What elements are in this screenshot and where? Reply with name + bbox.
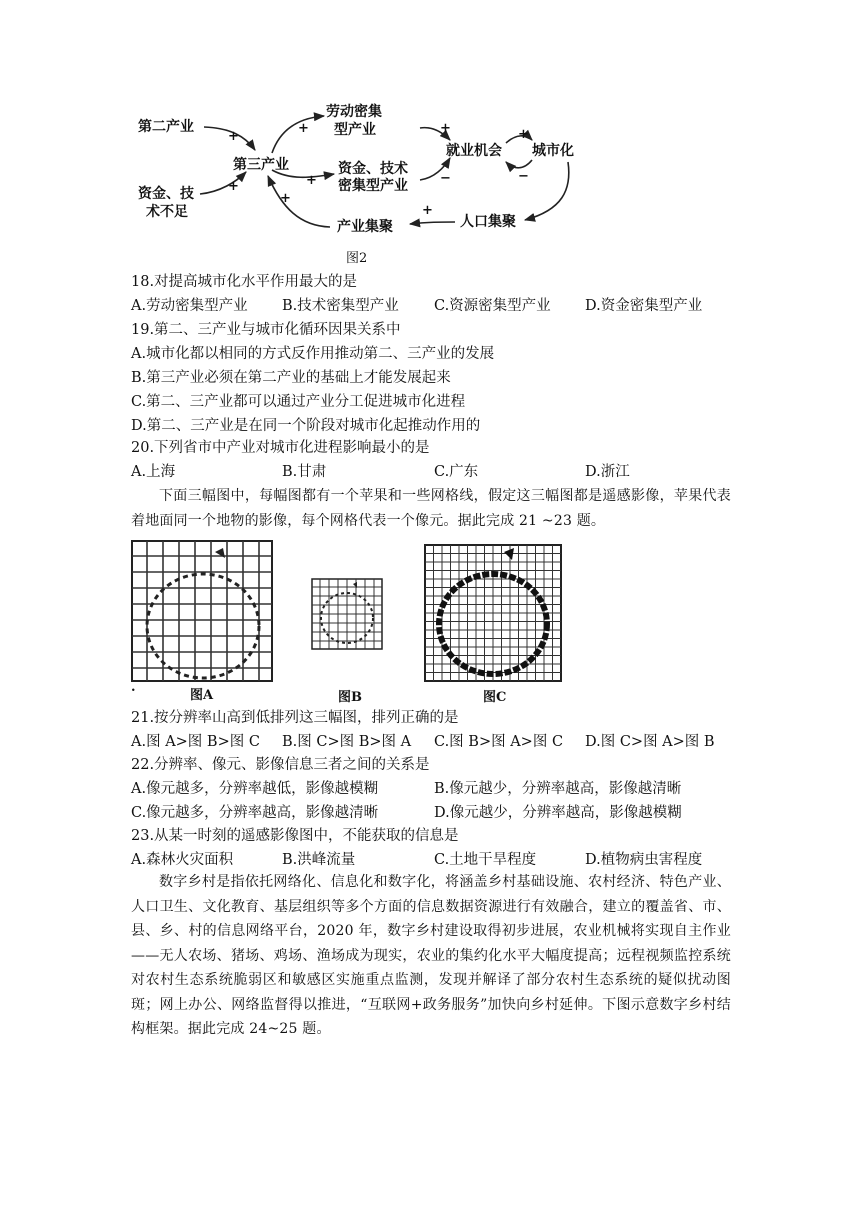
- node-capital-tech-intensive: 资金、技术: [338, 161, 408, 177]
- node-capital-tech-intensive-2: 密集型产业: [338, 178, 408, 194]
- question-19-option-b: B.第三产业必须在第二产业的基础上才能发展起来: [131, 370, 451, 386]
- question-22-option-b: B.像元越少，分辨率越高，影像越清晰: [434, 781, 682, 797]
- question-21-option-d: D.图 C>图 A>图 B: [585, 734, 715, 750]
- node-capital-tech-shortage-2: 术不足: [146, 204, 188, 220]
- node-capital-tech-shortage: 资金、技: [138, 186, 194, 202]
- question-23-option-c: C.土地干旱程度: [434, 852, 537, 868]
- question-22-option-a: A.像元越多，分辨率越低，影像越模糊: [131, 781, 379, 797]
- question-23-option-b: B.洪峰流量: [282, 852, 356, 868]
- figure-a-caption: 图A: [190, 688, 214, 703]
- question-19-option-c: C.第二、三产业都可以通过产业分工促进城市化进程: [131, 394, 466, 410]
- minus-sign: −: [440, 171, 451, 186]
- question-22-option-d: D.像元越少，分辨率越高，影像越模糊: [434, 805, 682, 821]
- node-employment: 就业机会: [446, 143, 502, 159]
- node-secondary-industry: 第二产业: [138, 119, 194, 135]
- node-labor-intensive: 劳动密集: [326, 104, 382, 120]
- question-21-stem: 21.按分辨率山高到低排列这三幅图，排列正确的是: [131, 710, 459, 726]
- figure-c-caption: 图C: [483, 690, 507, 705]
- node-population-cluster: 人口集聚: [460, 214, 516, 230]
- question-22-option-c: C.像元越多，分辨率越高，影像越清晰: [131, 805, 379, 821]
- figure-c-grid: [424, 544, 562, 682]
- question-23-option-d: D.植物病虫害程度: [585, 852, 703, 868]
- question-20-option-c: C.广东: [434, 464, 479, 480]
- plus-sign: +: [422, 203, 433, 218]
- question-19-option-d: D.第二、三产业是在同一个阶段对城市化起推动作用的: [131, 418, 481, 434]
- question-20-option-a: A.上海: [131, 464, 176, 480]
- node-tertiary-industry: 第三产业: [233, 157, 289, 173]
- plus-sign: +: [306, 173, 317, 188]
- figure-a-dot: .: [131, 680, 136, 695]
- minus-sign: −: [518, 169, 529, 184]
- question-18-option-a: A.劳动密集型产业: [131, 298, 248, 314]
- plus-sign: +: [440, 121, 451, 136]
- question-21-option-c: C.图 B>图 A>图 C: [434, 734, 564, 750]
- question-18-option-c: C.资源密集型产业: [434, 298, 551, 314]
- node-urbanization: 城市化: [532, 143, 574, 159]
- passage-digital-village: 数字乡村是指依托网络化、信息化和数字化，将涵盖乡村基础设施、农村经济、特色产业、人口卫生、文化教育、基层组织等多个方面的信息数据资源进行有效融合，建立的覆盖省、市、县、乡、村的信息网络平台，2020 年，数字乡村建设取得初步进展，农业机械将实现自主作业——无人农场、猪场、鸡场、渔场成为现实，农业的集约化水平大幅度提高；远程视频监控系统对农村生态系统脆弱区和敏感区实施重点监测，发现并解译了部分农村生态系统的疑似扰动图斑；网上办公、网络监督得以推进，“互联网+政务服务”加快向乡村延伸。下图示意数字乡村结构框架。据此完成 24~25 题。: [131, 874, 731, 1037]
- question-20-stem: 20.下列省市中产业对城市化进程影响最小的是: [131, 440, 430, 456]
- question-21-option-b: B.图 C>图 B>图 A: [282, 734, 412, 750]
- question-22-stem: 22.分辨率、像元、影像信息三者之间的关系是: [131, 757, 430, 773]
- question-20-option-b: B.甘肃: [282, 464, 327, 480]
- figure-2-caption: 图2: [346, 251, 368, 266]
- question-18-option-b: B.技术密集型产业: [282, 298, 399, 314]
- plus-sign: +: [280, 191, 291, 206]
- question-18-option-d: D.资金密集型产业: [585, 298, 703, 314]
- node-industry-cluster: 产业集聚: [337, 219, 393, 235]
- figure-a-grid: [131, 540, 273, 682]
- figure-b-grid: [311, 578, 383, 650]
- plus-sign: +: [518, 127, 529, 142]
- question-21-option-a: A.图 A>图 B>图 C: [131, 734, 260, 750]
- question-19-option-a: A.城市化都以相同的方式反作用推动第二、三产业的发展: [131, 346, 495, 362]
- plus-sign: +: [228, 129, 239, 144]
- passage-remote-sensing: 下面三幅图中，每幅图都有一个苹果和一些网格线，假定这三幅图都是遥感影像，苹果代表着地面同一个地物的影像，每个网格代表一个像元。据此完成 21 ~23 题。: [131, 488, 731, 529]
- question-23-option-a: A.森林火灾面积: [131, 852, 234, 868]
- question-18-stem: 18.对提高城市化水平作用最大的是: [131, 274, 358, 290]
- question-19-stem: 19.第二、三产业与城市化循环因果关系中: [131, 322, 401, 338]
- figure-2-diagram: [120, 98, 600, 268]
- node-labor-intensive-2: 型产业: [334, 122, 376, 138]
- question-20-option-d: D.浙江: [585, 464, 630, 480]
- question-23-stem: 23.从某一时刻的遥感影像图中，不能获取的信息是: [131, 828, 459, 844]
- plus-sign: +: [228, 179, 239, 194]
- plus-sign: +: [298, 121, 309, 136]
- figure-b-caption: 图B: [338, 690, 362, 705]
